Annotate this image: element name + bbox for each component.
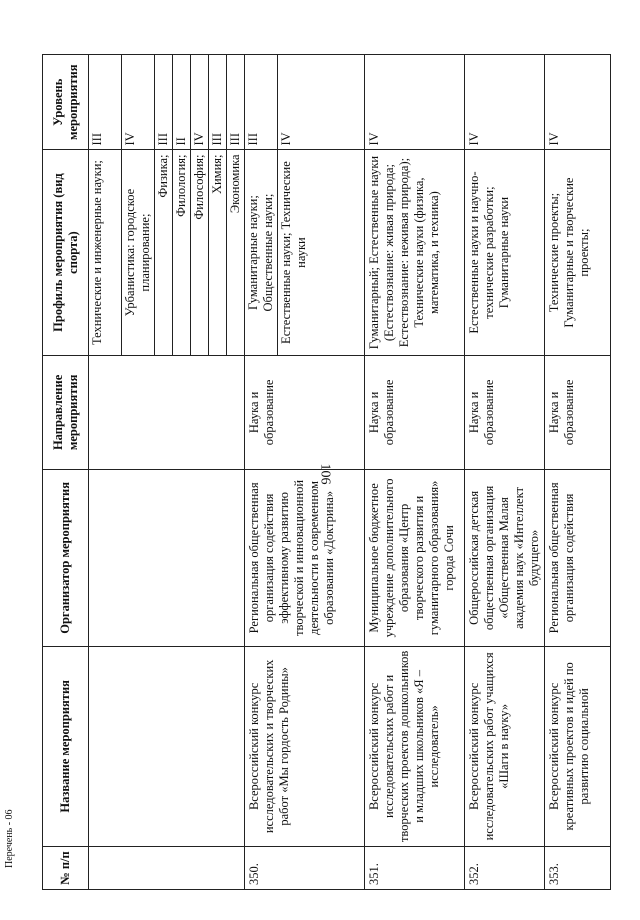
cell-level: IV	[365, 55, 465, 150]
cell-name: Всероссийский конкурс исследовательских работ и творческих проектов дошкольников и младших школьников «Я – исследователь»	[365, 646, 465, 846]
cell-level-list	[245, 55, 365, 150]
table-row-continued	[89, 55, 245, 890]
profile-item: Экономика	[228, 154, 242, 214]
cell-level-list	[89, 55, 245, 150]
table-row	[245, 55, 365, 890]
cell-profile: Технические проекты; Гуманитарные и творческие проекты;	[545, 150, 611, 355]
header-num: № п/п	[43, 847, 89, 890]
level-item: IV	[279, 132, 293, 146]
cell-organizer: Региональная общественная организация содействия	[545, 470, 611, 647]
cell-organizer: Муниципальное бюджетное учреждение дополнительного образования «Центр творческого развития и гуманитарного образования» города Сочи	[365, 470, 465, 647]
cell-profile: Гуманитарный; Естественные науки (Естествознание: живая природа; Естествознание: неживая природа); Технические науки (физика, математика, и техника)	[365, 150, 465, 355]
profile-item: Физика;	[155, 150, 173, 354]
profile-item: Философия;	[191, 150, 209, 354]
cell-organizer	[89, 470, 245, 647]
header-name: Название мероприятия	[43, 646, 89, 846]
events-table	[42, 54, 611, 890]
level-item: III	[209, 55, 227, 149]
level-item: IV	[122, 55, 155, 149]
table-header-row	[43, 55, 89, 890]
level-item: III	[228, 132, 242, 146]
cell-num	[89, 847, 245, 890]
footer-label: Перечень - 06	[4, 809, 15, 868]
level-item: III	[245, 55, 278, 149]
profile-item: Урбанистика: городское планирование;	[122, 150, 155, 354]
level-item: III	[89, 55, 122, 149]
cell-direction: Наука и образование	[465, 355, 545, 470]
header-direction: Направление мероприятия	[43, 355, 89, 470]
cell-direction	[89, 355, 245, 470]
cell-direction: Наука и образование	[245, 355, 365, 470]
header-level: Уровень мероприятия	[43, 55, 89, 150]
table-row	[365, 55, 465, 890]
profile-item: Технические и инженерные науки;	[89, 150, 122, 354]
header-organizer: Организатор мероприятия	[43, 470, 89, 647]
rotated-table-container	[42, 54, 604, 890]
cell-profile-list	[89, 150, 245, 355]
cell-name: Всероссийский конкурс исследовательских и творческих работ «Мы гордость Родины»	[245, 646, 365, 846]
profile-item: Филология;	[173, 150, 191, 354]
profile-item: Химия;	[209, 150, 227, 354]
cell-direction: Наука и образование	[545, 355, 611, 470]
cell-direction: Наука и образование	[365, 355, 465, 470]
cell-organizer: Региональная общественная организация содействия эффективному развитию творческой и инновационной деятельности в современном образовании «Доктрина»	[245, 470, 365, 647]
table-row	[465, 55, 545, 890]
cell-name: Всероссийский конкурс креативных проектов и идей по развитию социальной	[545, 646, 611, 846]
cell-name	[89, 646, 245, 846]
level-item: II	[173, 55, 191, 149]
page-number: 106	[317, 463, 333, 485]
profile-item: Гуманитарные науки; Общественные науки;	[245, 150, 278, 354]
cell-num: 351.	[365, 847, 465, 890]
table-row	[545, 55, 611, 890]
cell-level: IV	[545, 55, 611, 150]
cell-num: 352.	[465, 847, 545, 890]
header-profile: Профиль мероприятия (вид спорта)	[43, 150, 89, 355]
cell-name: Всероссийский конкурс исследовательских работ учащихся «Шаги в науку»	[465, 646, 545, 846]
cell-profile-list	[245, 150, 365, 355]
level-item: IV	[191, 55, 209, 149]
profile-item: Естественные науки; Технические науки	[279, 161, 308, 344]
cell-profile: Естественные науки и научно-технические разработки; Гуманитарные науки	[465, 150, 545, 355]
cell-num: 350.	[245, 847, 365, 890]
cell-num: 353.	[545, 847, 611, 890]
cell-organizer: Общероссийская детская общественная организация «Общественная Малая академия наук «Интеллект будущего»	[465, 470, 545, 647]
level-item: III	[155, 55, 173, 149]
cell-level: IV	[465, 55, 545, 150]
